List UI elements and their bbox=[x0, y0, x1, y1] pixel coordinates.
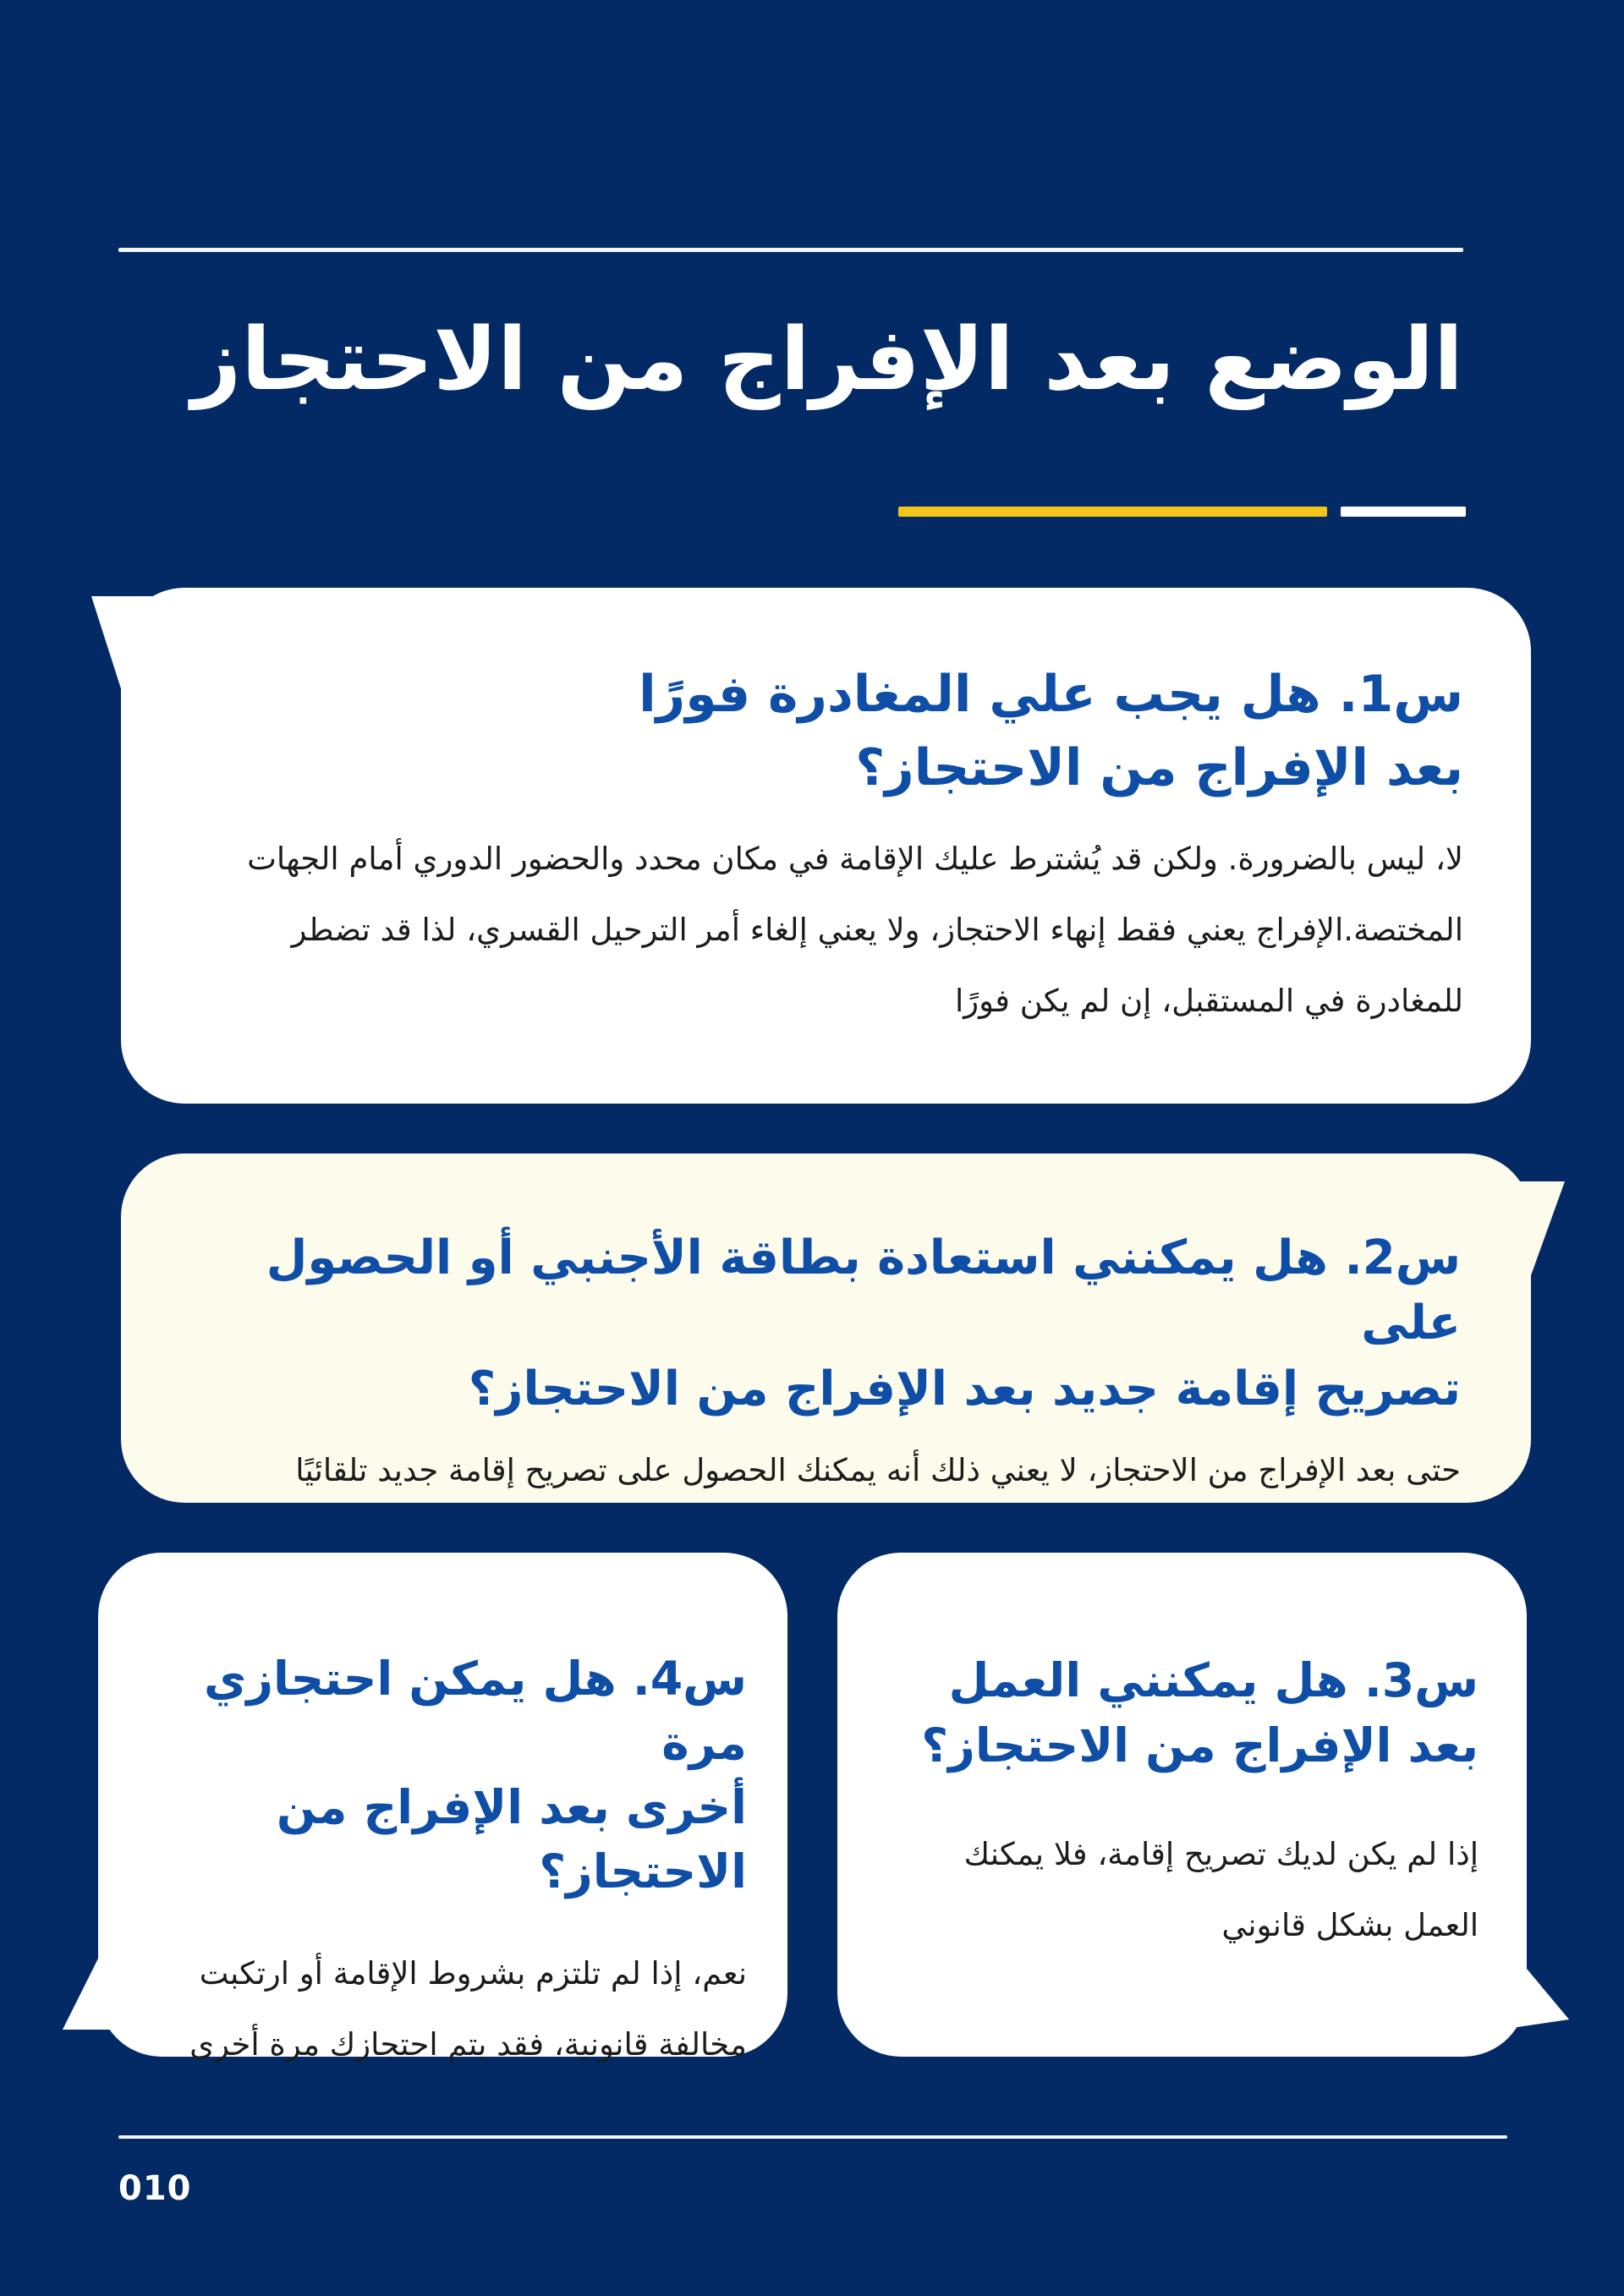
faq-card-q3 bbox=[837, 1553, 1527, 2057]
title-underline-white bbox=[1341, 507, 1466, 517]
question-title-q3: س3. هل يمكنني العمل بعد الإفراج من الاحتجاز؟ bbox=[921, 1653, 1479, 1773]
faq-card-q1 bbox=[121, 588, 1531, 1104]
faq-card-q4 bbox=[98, 1553, 787, 2063]
question-title-q2: س2. هل يمكنني استعادة بطاقة الأجنبي أو الحصول على تصريح إقامة جديد بعد الإفراج من الاحتجاز؟ bbox=[266, 1230, 1461, 1417]
answer-text-q4: نعم، إذا لم تلتزم بشروط الإقامة أو ارتكبت مخالفة قانونية، فقد يتم احتجازك مرة أخرى bbox=[189, 1954, 747, 2063]
question-title-q4: س4. هل يمكن احتجازي مرة أخرى بعد الإفراج من الاحتجاز؟ bbox=[203, 1652, 747, 1899]
answer-text-q2: حتى بعد الإفراج من الاحتجاز، لا يعني ذلك أنه يمكنك الحصول على تصريح إقامة جديد تلقائيًا bbox=[295, 1451, 1461, 1488]
top-divider bbox=[118, 248, 1463, 252]
answer-text-q1: لا، ليس بالضرورة. ولكن قد يُشترط عليك الإقامة في مكان محدد والحضور الدوري أمام الجهات المختصة.الإفراج يعني فقط إنهاء الاحتجاز، ولا يعني إلغاء أمر الترحيل القسري، لذا قد تضطر للمغادرة في المستقبل، إن لم يكن فورًا bbox=[247, 841, 1463, 1019]
page-number: 010 bbox=[118, 2169, 192, 2208]
faq-card-q2 bbox=[121, 1153, 1531, 1503]
page-title: الوضع بعد الإفراج من الاحتجاز bbox=[191, 310, 1463, 410]
answer-text-q3: إذا لم يكن لديك تصريح إقامة، فلا يمكنك العمل بشكل قانوني bbox=[963, 1836, 1479, 1943]
bottom-divider bbox=[118, 2135, 1507, 2139]
title-underline-yellow bbox=[898, 507, 1327, 517]
question-title-q1: س1. هل يجب علي المغادرة فورًا بعد الإفراج من الاحتجاز؟ bbox=[639, 665, 1463, 797]
